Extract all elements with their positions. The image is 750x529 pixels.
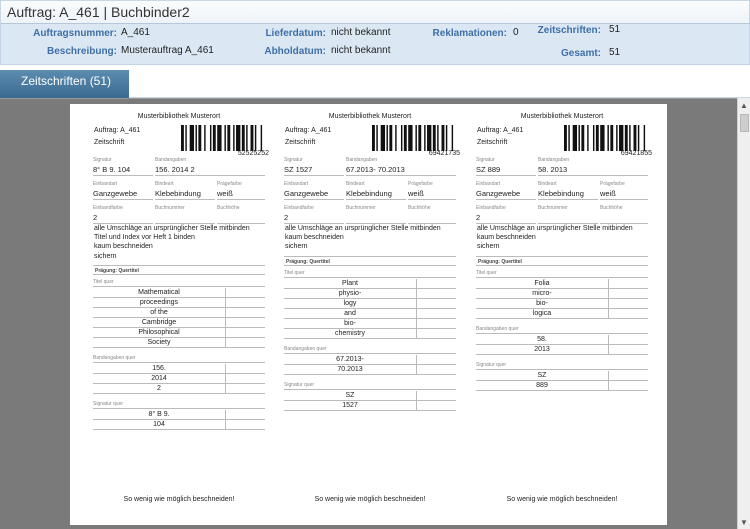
abholdatum-value: nicht bekannt	[331, 45, 391, 56]
field-buchhoehe	[600, 204, 648, 224]
slip-header: Musterbibliothek Musterort	[137, 113, 221, 120]
beschreibung-label: Beschreibung:	[46, 46, 117, 57]
barcode-image	[564, 125, 648, 151]
band-quer-label: Bandangaben quer	[93, 355, 265, 363]
titel-quer-cell: micro-	[476, 289, 609, 298]
field-value: 2	[93, 213, 98, 222]
titel-quer-cell: chemistry	[284, 329, 417, 338]
signatur-quer-column	[476, 371, 648, 391]
band-quer-row	[476, 335, 648, 345]
field-label: Signatur	[476, 157, 495, 163]
signatur-quer-cell: 889	[476, 381, 609, 390]
slip-order: Auftrag: A_461	[285, 127, 332, 134]
band-quer-row	[93, 364, 265, 374]
field-einbandart	[476, 180, 536, 200]
band-quer-column	[476, 335, 648, 355]
gesamt-label: Gesamt:	[560, 48, 601, 59]
titel-quer-cell: of the	[93, 308, 226, 317]
field-bindeart	[346, 180, 406, 200]
field-value: 58. 2013	[538, 165, 568, 174]
field-label: Prägefarbe	[217, 181, 242, 187]
slip-note: alle Umschläge an ursprünglicher Stelle mitbinden kaum beschneiden sichern	[285, 225, 441, 251]
field-praegefarbe	[600, 180, 648, 200]
window-title: Auftrag: A_461 | Buchbinder2	[7, 4, 190, 20]
slip-3	[476, 104, 656, 525]
titel-quer-row	[93, 338, 265, 348]
titel-quer-label: Titel quer	[284, 270, 456, 278]
signatur-quer-row	[284, 391, 456, 401]
field-label: Einbandart	[476, 181, 501, 187]
titel-quer-cell: Mathematical	[93, 288, 226, 297]
field-value: 156. 2014 2	[155, 165, 195, 174]
field-label: Bandangaben	[155, 157, 187, 163]
titel-quer-row	[476, 289, 648, 299]
field-buchnummer	[346, 204, 406, 224]
titel-quer-cell: and	[284, 309, 417, 318]
field-label: Bindeart	[155, 181, 174, 187]
tab-zeitschriften[interactable]: Zeitschriften (51)	[0, 70, 129, 98]
auftragsnummer-label: Auftragsnummer:	[33, 28, 117, 39]
slip-type: Zeitschrift	[94, 139, 125, 146]
signatur-quer-column	[93, 410, 265, 430]
field-label: Einbandfarbe	[93, 205, 123, 211]
band-quer-cell: 2014	[93, 374, 226, 383]
field-value: weiß	[600, 189, 616, 198]
titel-quer-column	[284, 279, 456, 339]
reklamationen-label: Reklamationen:	[432, 28, 507, 39]
field-signatur	[284, 156, 344, 176]
band-quer-row	[93, 384, 265, 394]
titel-quer-row	[476, 279, 648, 289]
window-titlebar	[0, 0, 750, 24]
titel-quer-row	[284, 309, 456, 319]
field-label: Bindeart	[538, 181, 557, 187]
signatur-quer-cell: SZ	[476, 371, 609, 380]
signatur-quer-row	[476, 381, 648, 391]
field-label: Buchhöhe	[217, 205, 240, 211]
signatur-quer-row	[93, 410, 265, 420]
zeitschriften-value: 51	[609, 24, 621, 35]
band-quer-cell: 70.2013	[284, 365, 417, 374]
field-einbandfarbe	[476, 204, 536, 224]
slip-type: Zeitschrift	[477, 139, 508, 146]
titel-quer-cell: Philosophical	[93, 328, 226, 337]
field-buchnummer	[155, 204, 215, 224]
field-einbandfarbe	[284, 204, 344, 224]
signatur-quer-label: Signatur quer	[476, 362, 648, 370]
band-quer-label: Bandangaben quer	[284, 346, 456, 354]
field-value: Klebebindung	[538, 189, 584, 198]
field-label: Buchnummer	[538, 205, 568, 211]
titel-quer-column	[93, 288, 265, 348]
field-label: Buchnummer	[155, 205, 185, 211]
slip-header: Musterbibliothek Musterort	[520, 113, 604, 120]
field-signatur	[476, 156, 536, 176]
field-einbandart	[93, 180, 153, 200]
field-praegefarbe	[408, 180, 456, 200]
field-value: 2	[284, 213, 289, 222]
titel-quer-row	[476, 309, 648, 319]
titel-quer-cell: Folia	[476, 279, 609, 288]
lieferdatum-label: Lieferdatum:	[265, 28, 326, 39]
slip-type: Zeitschrift	[285, 139, 316, 146]
titel-quer-cell: bio-	[476, 299, 609, 308]
field-label: Einbandfarbe	[284, 205, 314, 211]
slip-order: Auftrag: A_461	[477, 127, 524, 134]
titel-quer-row	[284, 299, 456, 309]
titel-quer-cell: physio-	[284, 289, 417, 298]
field-bindeart	[155, 180, 215, 200]
titel-quer-cell: Plant	[284, 279, 417, 288]
auftragsnummer-value: A_461	[121, 27, 150, 38]
field-buchhoehe	[408, 204, 456, 224]
field-bandangaben	[538, 156, 648, 176]
field-buchnummer	[538, 204, 598, 224]
beschreibung-value: Musterauftrag A_461	[121, 45, 214, 56]
titel-quer-cell: bio-	[284, 319, 417, 328]
field-value: Ganzgewebe	[476, 189, 521, 198]
field-value: Ganzgewebe	[93, 189, 138, 198]
field-label: Einbandart	[93, 181, 118, 187]
titel-quer-cell: Cambridge	[93, 318, 226, 327]
field-buchhoehe	[217, 204, 265, 224]
slip-footer: So wenig wie möglich beschneiden!	[123, 496, 235, 503]
slip-header: Musterbibliothek Musterort	[328, 113, 412, 120]
field-value: 67.2013- 70.2013	[346, 165, 405, 174]
order-info-panel	[0, 24, 750, 65]
signatur-quer-column	[284, 391, 456, 411]
titel-quer-cell: logy	[284, 299, 417, 308]
titel-quer-row	[284, 319, 456, 329]
titel-quer-label: Titel quer	[476, 270, 648, 278]
barcode-number: 69421855	[620, 150, 652, 157]
band-quer-cell: 67.2013-	[284, 355, 417, 364]
titel-quer-row	[93, 298, 265, 308]
slip-order: Auftrag: A_461	[94, 127, 141, 134]
abholdatum-label: Abholdatum:	[264, 46, 326, 57]
field-label: Bindeart	[346, 181, 365, 187]
lieferdatum-value: nicht bekannt	[331, 27, 391, 38]
band-quer-row	[284, 365, 456, 375]
field-bandangaben	[346, 156, 456, 176]
barcode-number: 52525252	[237, 150, 269, 157]
slip-footer: So wenig wie möglich beschneiden!	[314, 496, 426, 503]
signatur-quer-row	[476, 371, 648, 381]
field-label: Buchnummer	[346, 205, 376, 211]
field-label: Prägefarbe	[600, 181, 625, 187]
print-page	[70, 104, 667, 525]
scroll-down-icon[interactable]: ▼	[740, 518, 748, 527]
band-quer-cell: 156.	[93, 364, 226, 373]
band-quer-column	[93, 364, 265, 394]
field-value: SZ 889	[476, 165, 501, 174]
slip-note: alle Umschläge an ursprünglicher Stelle mitbinden kaum beschneiden sichern	[477, 225, 633, 251]
field-praegefarbe	[217, 180, 265, 200]
scrollbar-thumb[interactable]	[740, 114, 749, 132]
band-quer-row	[93, 374, 265, 384]
titel-quer-cell: logica	[476, 309, 609, 318]
viewer-scrollbar[interactable]	[737, 98, 750, 529]
field-label: Bandangaben	[538, 157, 570, 163]
praegung-label: Prägung: Quertitel	[284, 256, 456, 266]
barcode-image	[372, 125, 456, 151]
field-bandangaben	[155, 156, 265, 176]
scroll-up-icon[interactable]: ▲	[740, 101, 748, 110]
titel-quer-cell: proceedings	[93, 298, 226, 307]
band-quer-cell: 2	[93, 384, 226, 393]
barcode-number: 69421735	[428, 150, 460, 157]
field-value: Klebebindung	[346, 189, 392, 198]
field-label: Buchhöhe	[408, 205, 431, 211]
field-value: weiß	[217, 189, 233, 198]
field-label: Buchhöhe	[600, 205, 623, 211]
field-label: Prägefarbe	[408, 181, 433, 187]
titel-quer-row	[93, 318, 265, 328]
titel-quer-row	[284, 279, 456, 289]
barcode-image	[181, 125, 265, 151]
signatur-quer-row	[284, 401, 456, 411]
slip-1	[93, 104, 273, 525]
signatur-quer-cell: SZ	[284, 391, 417, 400]
field-einbandart	[284, 180, 344, 200]
slip-footer: So wenig wie möglich beschneiden!	[506, 496, 618, 503]
signatur-quer-cell: 1527	[284, 401, 417, 410]
signatur-quer-label: Signatur quer	[93, 401, 265, 409]
signatur-quer-row	[93, 420, 265, 430]
field-bindeart	[538, 180, 598, 200]
signatur-quer-cell: 8° B 9.	[93, 410, 226, 419]
titel-quer-row	[284, 329, 456, 339]
band-quer-row	[476, 345, 648, 355]
field-value: 2	[476, 213, 481, 222]
titel-quer-row	[93, 288, 265, 298]
field-value: Klebebindung	[155, 189, 201, 198]
tab-bar	[0, 70, 750, 98]
titel-quer-row	[284, 289, 456, 299]
field-value: 8° B 9. 104	[93, 165, 131, 174]
praegung-label: Prägung: Quertitel	[93, 265, 265, 275]
titel-quer-cell: Society	[93, 338, 226, 347]
band-quer-row	[284, 355, 456, 365]
field-label: Signatur	[284, 157, 303, 163]
field-signatur	[93, 156, 153, 176]
field-label: Signatur	[93, 157, 112, 163]
band-quer-label: Bandangaben quer	[476, 326, 648, 334]
band-quer-column	[284, 355, 456, 375]
field-label: Bandangaben	[346, 157, 378, 163]
field-einbandfarbe	[93, 204, 153, 224]
zeitschriften-label: Zeitschriften:	[537, 25, 601, 36]
praegung-label: Prägung: Quertitel	[476, 256, 648, 266]
slip-note: alle Umschläge an ursprünglicher Stelle mitbinden Titel und Index vor Heft 1 binden kaum beschneiden sichern	[94, 225, 250, 260]
signatur-quer-label: Signatur quer	[284, 382, 456, 390]
field-label: Einbandart	[284, 181, 309, 187]
titel-quer-column	[476, 279, 648, 319]
titel-quer-row	[93, 308, 265, 318]
field-label: Einbandfarbe	[476, 205, 506, 211]
field-value: Ganzgewebe	[284, 189, 329, 198]
slip-2	[284, 104, 464, 525]
field-value: SZ 1527	[284, 165, 313, 174]
field-value: weiß	[408, 189, 424, 198]
band-quer-cell: 58.	[476, 335, 609, 344]
reklamationen-value: 0	[513, 27, 519, 38]
band-quer-cell: 2013	[476, 345, 609, 354]
signatur-quer-cell: 104	[93, 420, 226, 429]
titel-quer-label: Titel quer	[93, 279, 265, 287]
gesamt-value: 51	[609, 47, 621, 58]
titel-quer-row	[476, 299, 648, 309]
titel-quer-row	[93, 328, 265, 338]
